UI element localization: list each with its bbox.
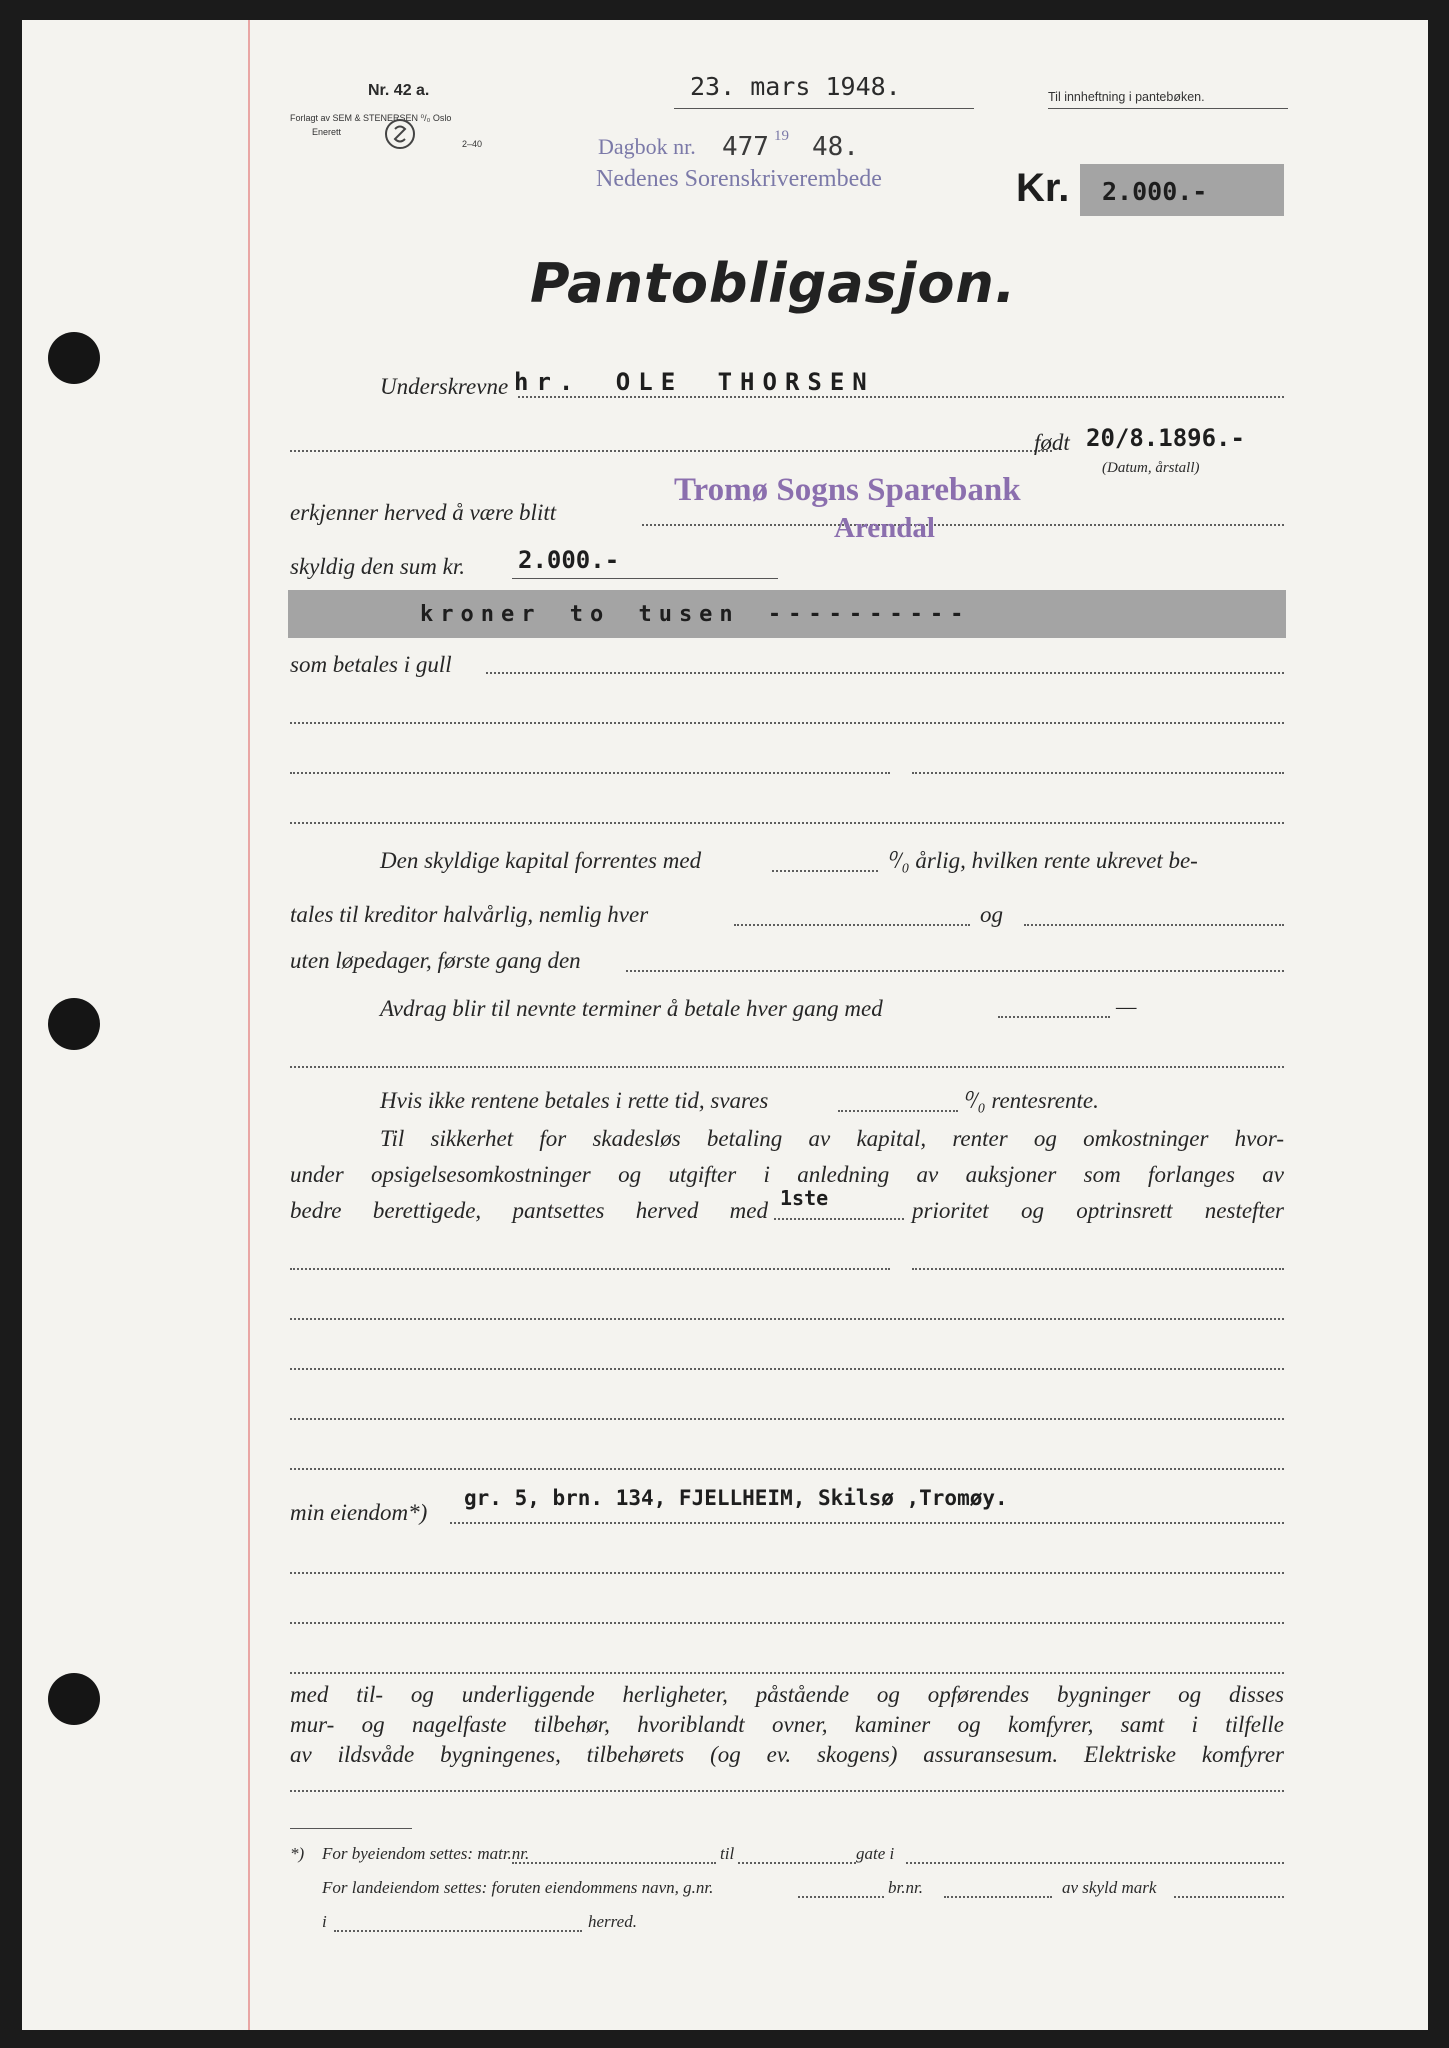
blank-line [290,1790,1284,1792]
undersigned-value: hr. OLE THORSEN [514,368,875,396]
footnote-line [944,1896,1052,1898]
late-interest-text: Hvis ikke rentene betales i rette tid, svares [380,1088,769,1113]
installment-line [998,1016,1110,1018]
footnote-line [738,1862,856,1864]
footnote-text: br.nr. [888,1878,923,1897]
footnote-text: For landeiendom settes: foruten eiendommens navn, g.nr. [322,1878,714,1897]
footnote-text: av skyld mark [1062,1878,1157,1897]
blank-line [290,1622,1284,1624]
interest-text: Den skyldige kapital forrentes med [380,848,702,873]
security-text: bedre berettigede, pantsettes herved med [290,1198,768,1223]
margin-rule [248,20,250,2030]
document-date: 23. mars 1948. [690,72,901,101]
interest-date-line [1024,924,1284,926]
footnote-line [798,1896,884,1898]
born-hint: (Datum, årstall) [1102,460,1200,476]
security-text: prioritet og optrinsrett nestefter [912,1198,1284,1223]
footnote-text: gate i [856,1844,895,1863]
document-title: Pantobligasjon. [530,252,1017,315]
publisher-line: Forlagt av SEM & STENERSEN ⁰/₀ Oslo [290,113,452,123]
blank-line [290,822,1284,824]
blank-line [912,772,1284,774]
date-underline [674,108,974,109]
binding-note: Til innheftning i pantebøken. [1048,90,1205,104]
amount-value: 2.000.- [1102,177,1208,206]
blank-line [290,1468,1284,1470]
footnote-rule [290,1828,412,1829]
note-underline [1048,108,1288,109]
undersigned-line [518,396,1284,398]
blank-line [290,1672,1284,1674]
blank-line [290,722,1284,724]
late-interest-text: ⁰/₀ rentesrente. [962,1088,1099,1113]
footnote-marker: *) [290,1844,305,1863]
sum-label: skyldig den sum kr. [290,554,466,579]
appurtenance-text: med til- og underliggende herligheter, påstående og opførendes bygninger og disses [290,1682,1284,1707]
sum-words: kroner to tusen ---------- [420,602,971,627]
interest-date-line [734,924,970,926]
born-value: 20/8.1896.- [1086,424,1245,452]
blank-line [290,1318,1284,1320]
gold-label: som betales i gull [290,652,452,677]
born-line [290,450,1052,452]
acknowledge-label: erkjenner herved å være blitt [290,500,557,525]
security-text: Til sikkerhet for skadesløs betaling av kapital, renter og omkostninger hvor- [380,1126,1284,1151]
interest-text: uten løpedager, første gang den [290,948,581,973]
interest-rate-line [772,870,878,872]
footnote-line [334,1930,582,1932]
blank-line [290,1268,890,1270]
born-label: født [1034,430,1070,455]
document-sheet [22,20,1428,2030]
dagbok-label: Dagbok nr. [598,134,696,159]
gold-line [486,672,1284,674]
security-text: under opsigelsesomkostninger og utgifter i anledning av auksjoner som forlanges av [290,1162,1284,1187]
priority-line [774,1218,904,1220]
creditor-city-stamp: Arendal [834,512,935,544]
office-stamp: Nedenes Sorenskriverembede [596,166,882,192]
blank-line [290,1418,1284,1420]
interest-text: og [980,902,1003,927]
priority-value: 1ste [780,1186,829,1210]
footnote-text: til [720,1844,735,1863]
blank-line [290,772,890,774]
dagbok-number: 477 [722,132,769,162]
installment-dash: — [1116,994,1137,1019]
creditor-stamp: Tromø Sogns Sparebank [674,472,1021,508]
blank-line [912,1268,1284,1270]
dagbok-century: 19 [774,128,789,144]
publisher-code: 2–40 [462,139,483,149]
interest-text: ⁰/₀ årlig, hvilken rente ukrevet be- [886,848,1198,873]
publisher-seal-icon [384,118,416,150]
form-number: Nr. 42 a. [368,82,430,99]
property-value: gr. 5, brn. 134, FJELLHEIM, Skilsø ,Tromøy. [464,1486,1008,1510]
property-label: min eiendom*) [290,1500,428,1525]
publisher-enerett: Enerett [312,127,342,137]
sum-underline [512,578,778,579]
blank-line [290,1066,1284,1068]
sum-value: 2.000.- [518,546,620,574]
dagbok-year: 48. [812,132,859,162]
footnote-line [1174,1896,1284,1898]
footnote-line [512,1862,716,1864]
first-date-line [626,970,1284,972]
footnote-text: i [322,1912,327,1931]
amount-label: Kr. [1016,166,1070,210]
appurtenance-text: av ildsvåde bygningenes, tilbehørets (og ev. skogens) assuransesum. Elektriske komfyrer [290,1742,1284,1767]
late-rate-line [838,1110,958,1112]
property-line [450,1522,1284,1524]
creditor-line [642,524,1284,526]
punch-hole [48,1673,100,1725]
installment-text: Avdrag blir til nevnte terminer å betale hver gang med [380,996,883,1021]
appurtenance-text: mur- og nagelfaste tilbehør, hvoriblandt ovner, kaminer og komfyrer, samt i tilfelle [290,1712,1284,1737]
blank-line [290,1572,1284,1574]
footnote-line [906,1862,1284,1864]
blank-line [290,1368,1284,1370]
interest-text: tales til kreditor halvårlig, nemlig hver [290,902,649,927]
footnote-text: For byeiendom settes: matr.nr. [322,1844,530,1863]
undersigned-label: Underskrevne [380,374,509,399]
footnote-text: herred. [588,1912,637,1931]
punch-hole [48,332,100,384]
punch-hole [48,998,100,1050]
